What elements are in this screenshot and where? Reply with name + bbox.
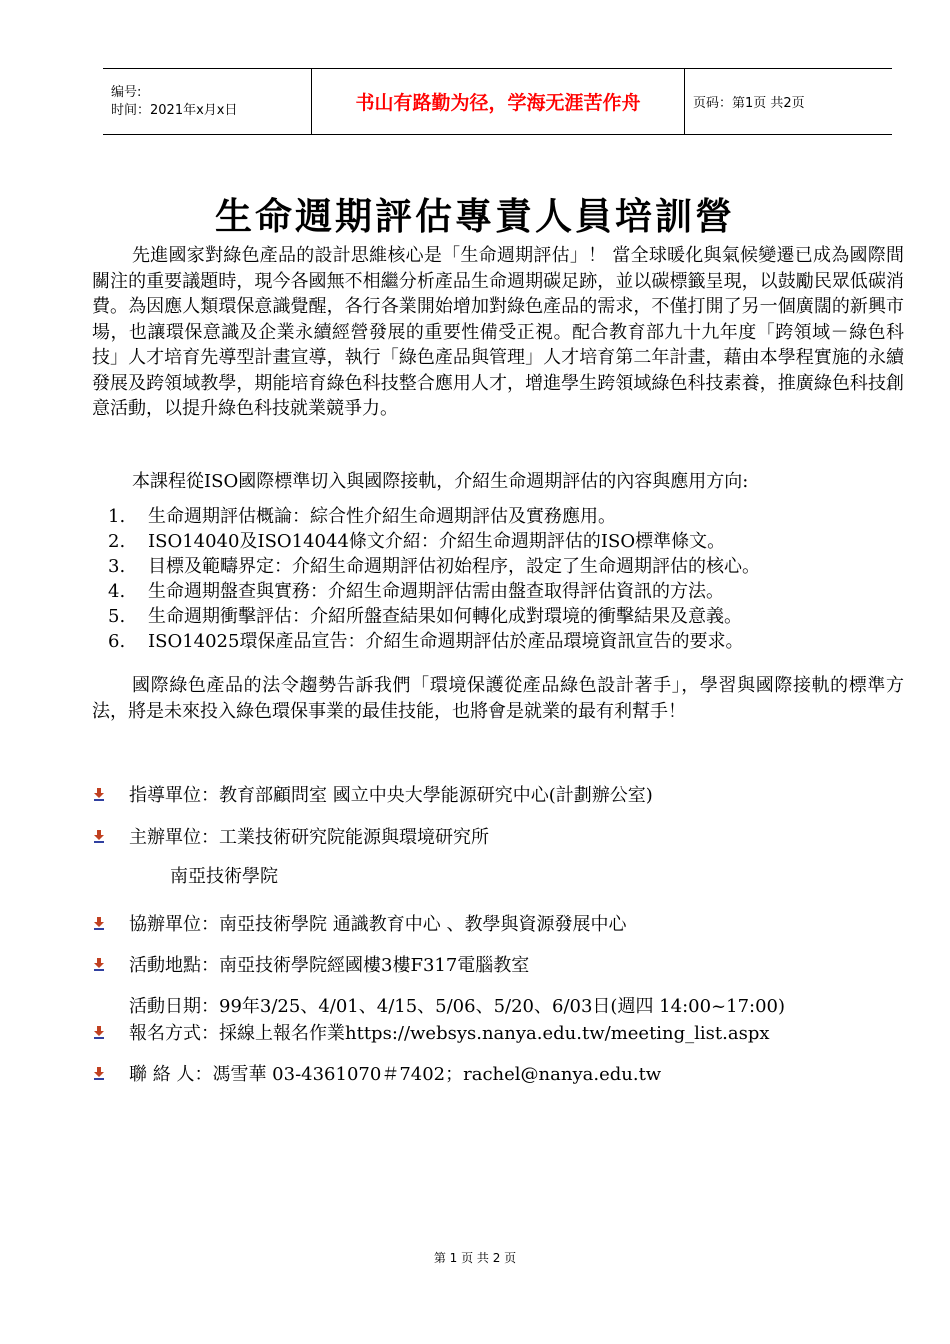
bullet-icon <box>92 1066 129 1080</box>
dates-text: 活動日期：99年3/25、4/01、4/15、5/06、5/20、6/03日(週四 14:00~17:00) <box>129 996 786 1017</box>
list-number: 2. <box>108 531 126 552</box>
contact-text: 聯 絡 人：馮雪華 03-4361070＃7402；rachel@nanya.edu.tw <box>129 1064 662 1085</box>
info-co-organizer <box>92 910 912 936</box>
registration-text: 報名方式：採線上報名作業https://websys.nanya.edu.tw/meeting_list.aspx <box>129 1023 770 1044</box>
co-organizer-text: 協辦單位：南亞技術學院 通識教育中心 、教學與資源發展中心 <box>129 914 627 935</box>
list-text: 生命週期盤查與實務：介紹生命週期評估需由盤查取得評估資訊的方法。 <box>148 581 724 602</box>
bullet-icon <box>92 787 129 801</box>
list-text: 生命週期評估概論：綜合性介紹生命週期評估及實務應用。 <box>148 506 616 527</box>
page-footer: 第 1 页 共 2 页 <box>433 1251 517 1265</box>
list-item <box>108 504 908 529</box>
list-item <box>108 529 908 554</box>
intro-paragraph: 先進國家對綠色產品的設計思維核心是「生命週期評估」！ 當全球暖化與氣候變遷已成為國際間關注的重要議題時，現今各國無不相繼分析產品生命週期碳足跡，並以碳標籤呈現，以鼓勵民眾低碳消費。為因應人類環保意識覺醒，各行各業開始增加對綠色產品的需求，不僅打開了另一個廣闊的新興市場，也讓環保意識及企業永續經營發展的重要性備受正視。配合教育部九十九年度「跨領域－綠色科技」人才培育先導型計畫宣導，執行「綠色產品與管理」人才培育第二年計畫，藉由本學程實施的永續發展及跨領域教學，期能培育綠色科技整合應用人才，增進學生跨領域綠色科技素養，推廣綠色科技創意活動，以提升綠色科技就業競爭力。 <box>92 245 904 419</box>
list-text: 目標及範疇界定：介紹生命週期評估初始程序，設定了生命週期評估的核心。 <box>148 556 760 577</box>
bullet-icon <box>92 916 129 930</box>
guidance-text: 指導單位：教育部顧問室 國立中央大學能源研究中心(計劃辦公室) <box>129 785 653 806</box>
info-venue <box>92 951 912 977</box>
organizer2-text: 南亞技術學院 <box>170 866 278 887</box>
document-title: 生命週期評估專責人員培訓營 <box>215 194 735 238</box>
info-organizer <box>92 823 912 849</box>
list-number: 5. <box>108 606 126 627</box>
header-page-label: 页码：第1页 共2页 <box>693 96 805 111</box>
number-label: 编号: <box>111 84 142 100</box>
list-text: ISO14025環保產品宣告：介紹生命週期評估於產品環境資訊宣告的要求。 <box>148 631 744 652</box>
header-meta <box>103 69 312 134</box>
info-guidance <box>92 781 912 807</box>
course-list <box>108 504 908 654</box>
info-dates <box>92 992 912 1018</box>
closing-paragraph: 國際綠色產品的法令趨勢告訴我們「環境保護從產品綠色設計著手」，學習與國際接軌的標準方法，將是未來投入綠色環保事業的最佳技能，也將會是就業的最有利幫手！ <box>92 675 904 722</box>
bullet-icon <box>92 957 129 971</box>
info-organizer2 <box>170 862 950 888</box>
list-text: 生命週期衝擊評估：介紹所盤查結果如何轉化成對環境的衝擊結果及意義。 <box>148 606 742 627</box>
bullet-icon <box>92 1025 129 1039</box>
organizer-text: 主辦單位：工業技術研究院能源與環境研究所 <box>129 827 489 848</box>
list-number: 4. <box>108 581 126 602</box>
info-contact <box>92 1060 912 1086</box>
list-text: ISO14040及ISO14044條文介紹：介紹生命週期評估的ISO標準條文。 <box>148 531 726 552</box>
list-number: 6. <box>108 631 126 652</box>
info-registration <box>92 1019 912 1045</box>
bullet-icon <box>92 829 129 843</box>
time-label: 时间：2021年x月x日 <box>111 102 238 118</box>
list-item <box>108 604 908 629</box>
course-intro-paragraph: 本課程從ISO國際標準切入與國際接軌，介紹生命週期評估的內容與應用方向: <box>132 471 749 492</box>
list-number: 1. <box>108 506 126 527</box>
document-header <box>103 68 892 135</box>
list-item <box>108 579 908 604</box>
header-motto: 书山有路勤为径，学海无涯苦作舟 <box>312 69 685 134</box>
venue-text: 活動地點：南亞技術學院經國樓3樓F317電腦教室 <box>129 955 530 976</box>
list-number: 3. <box>108 556 126 577</box>
list-item <box>108 554 908 579</box>
list-item <box>108 629 908 654</box>
